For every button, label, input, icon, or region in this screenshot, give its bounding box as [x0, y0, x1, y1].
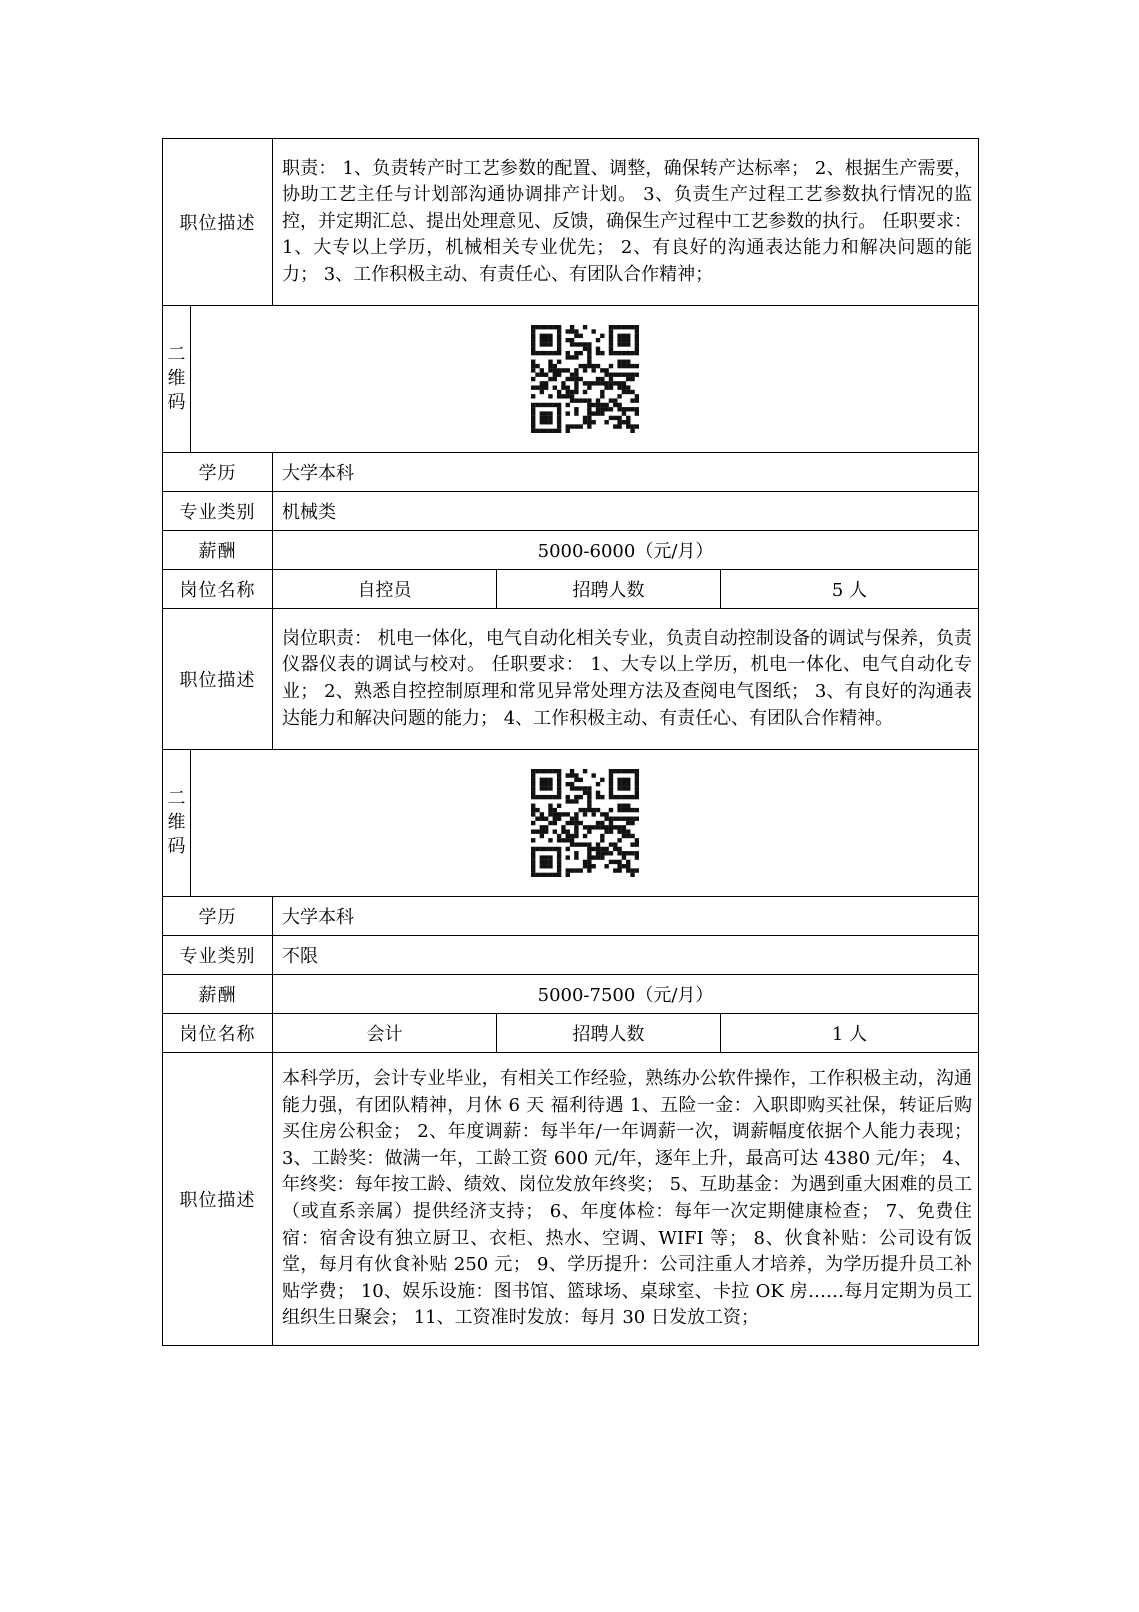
job2-major: 不限: [273, 936, 979, 975]
salary-label: 薪酬: [163, 531, 273, 570]
job2-edu-row: [163, 897, 979, 936]
desc-label: 职位描述: [163, 609, 273, 750]
major-label: 专业类别: [163, 936, 273, 975]
desc-label: 职位描述: [163, 1053, 273, 1346]
major-label: 专业类别: [163, 492, 273, 531]
job1-qr-row: [163, 306, 979, 453]
job2-education: 大学本科: [273, 897, 979, 936]
job2-desc-row: [163, 609, 979, 750]
job2-major-row: [163, 936, 979, 975]
job3-position-row: [163, 1014, 979, 1053]
headcount-label: 招聘人数: [497, 570, 721, 609]
job3-position: 会计: [273, 1014, 497, 1053]
job2-position-row: [163, 570, 979, 609]
position-label: 岗位名称: [163, 570, 273, 609]
edu-label: 学历: [163, 897, 273, 936]
qr-code-icon: [531, 769, 639, 877]
job1-major: 机械类: [273, 492, 979, 531]
job2-qr-row: [163, 750, 979, 897]
job1-edu-row: [163, 453, 979, 492]
job1-description: 职责： 1、负责转产时工艺参数的配置、调整，确保转产达标率； 2、根据生产需要，协助工艺主任与计划部沟通协调排产计划。 3、负责生产过程工艺参数执行情况的监控，并定期汇总、提出处理意见、反馈，确保生产过程中工艺参数的执行。 任职要求： 1、大专以上学历，机械相关专业优先； 2、有良好的沟通表达能力和解决问题的能力； 3、工作积极主动、有责任心、有团队合作精神；: [273, 139, 979, 306]
job2-position: 自控员: [273, 570, 497, 609]
job2-description: 岗位职责： 机电一体化，电气自动化相关专业，负责自动控制设备的调试与保养，负责仪器仪表的调试与校对。 任职要求： 1、大专以上学历，机电一体化、电气自动化专业； 2、熟悉自控控制原理和常见异常处理方法及查阅电气图纸； 3、有良好的沟通表达能力和解决问题的能力； 4、工作积极主动、有责任心、有团队合作精神。: [273, 609, 979, 750]
job3-description: 本科学历，会计专业毕业，有相关工作经验，熟练办公软件操作，工作积极主动，沟通能力强，有团队精神，月休 6 天 福利待遇 1、五险一金：入职即购买社保，转证后购买住房公积金； 2、年度调薪：每半年/一年调薪一次，调薪幅度依据个人能力表现； 3、工龄奖：做满一年，工龄工资 600 元/年，逐年上升，最高可达 4380 元/年； 4、年终奖：每年按工龄、绩效、岗位发放年终奖； 5、互助基金：为遇到重大困难的员工（或直系亲属）提供经济支持； 6、年度体检：每年一次定期健康检查； 7、免费住宿：宿舍设有独立厨卫、衣柜、热水、空调、WIFI 等； 8、伙食补贴：公司设有饭堂，每月有伙食补贴 250 元； 9、学历提升：公司注重人才培养，为学历提升员工补贴学费； 10、娱乐设施：图书馆、篮球场、桌球室、卡拉 OK 房……每月定期为员工组织生日聚会； 11、工资准时发放：每月 30 日发放工资；: [273, 1053, 979, 1346]
desc-label: 职位描述: [163, 139, 273, 306]
headcount-label: 招聘人数: [497, 1014, 721, 1053]
job1-education: 大学本科: [273, 453, 979, 492]
qr-cell: [191, 750, 979, 897]
qr-label: 二 维 码: [163, 306, 191, 453]
job3-desc-row: [163, 1053, 979, 1346]
job1-major-row: [163, 492, 979, 531]
qr-cell: [191, 306, 979, 453]
job1-salary-row: [163, 531, 979, 570]
job2-salary: 5000-7500（元/月）: [273, 975, 979, 1014]
position-label: 岗位名称: [163, 1014, 273, 1053]
edu-label: 学历: [163, 453, 273, 492]
job2-salary-row: [163, 975, 979, 1014]
job1-salary: 5000-6000（元/月）: [273, 531, 979, 570]
job3-headcount: 1 人: [721, 1014, 979, 1053]
qr-label: 二 维 码: [163, 750, 191, 897]
qr-code-icon: [531, 325, 639, 433]
job2-headcount: 5 人: [721, 570, 979, 609]
salary-label: 薪酬: [163, 975, 273, 1014]
job-table: [162, 138, 979, 1346]
job1-desc-row: [163, 139, 979, 306]
